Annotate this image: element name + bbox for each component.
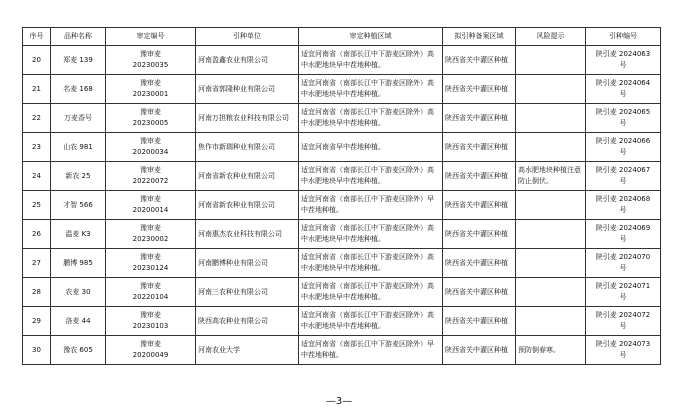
cell-introducing-unit: 河南三农种业有限公司 [196, 278, 299, 307]
cell-introducing-unit: 河南省新农种业有限公司 [196, 162, 299, 191]
cell-variety: 才智 566 [51, 191, 106, 220]
cell-introducing-unit: 河南万担粮农业科技有限公司 [196, 104, 299, 133]
cell-filing-region: 陕西省关中灌区种植 [443, 249, 516, 278]
header-risk-warning: 风险提示 [516, 28, 586, 46]
cell-filing-region: 陕西省关中灌区种植 [443, 220, 516, 249]
cell-risk-warning [516, 75, 586, 104]
cell-introduction-number: 陕引麦 2024067 号 [586, 162, 661, 191]
table-row [23, 75, 661, 104]
cell-risk-warning [516, 46, 586, 75]
cell-index: 26 [23, 220, 51, 249]
cell-filing-region: 陕西省关中灌区种植 [443, 162, 516, 191]
cell-index: 21 [23, 75, 51, 104]
cell-introduction-number: 陕引麦 2024070 号 [586, 249, 661, 278]
cell-index: 24 [23, 162, 51, 191]
cell-index: 22 [23, 104, 51, 133]
cell-variety: 豫农 605 [51, 336, 106, 365]
cell-index: 20 [23, 46, 51, 75]
cell-risk-warning: 预防倒春寒。 [516, 336, 586, 365]
cell-approved-region: 适宜河南省（南部长江中下游麦区除外）早中茬地种植。 [299, 191, 443, 220]
cell-approved-region: 适宜河南省（南部长江中下游麦区除外）高中水肥地块早中茬地种植。 [299, 75, 443, 104]
cell-approval-number: 豫审麦 20200049 [106, 336, 196, 365]
cell-introduction-number: 陕引麦 2024064 号 [586, 75, 661, 104]
cell-introducing-unit: 河南省新农种业有限公司 [196, 191, 299, 220]
cell-approval-number: 豫审麦 20200034 [106, 133, 196, 162]
cell-risk-warning [516, 307, 586, 336]
cell-approval-number: 豫审麦 20220072 [106, 162, 196, 191]
cell-risk-warning [516, 220, 586, 249]
cell-index: 28 [23, 278, 51, 307]
cell-introducing-unit: 河南惠杰农业科技有限公司 [196, 220, 299, 249]
cell-filing-region: 陕西省关中灌区种植 [443, 336, 516, 365]
table-row [23, 191, 661, 220]
cell-introduction-number: 陕引麦 2024065 号 [586, 104, 661, 133]
cell-introduction-number: 陕引麦 2024071 号 [586, 278, 661, 307]
table-row [23, 133, 661, 162]
table-row [23, 104, 661, 133]
cell-filing-region: 陕西省关中灌区种植 [443, 46, 516, 75]
table-row [23, 307, 661, 336]
table-row [23, 162, 661, 191]
cell-approval-number: 豫审麦 20230005 [106, 104, 196, 133]
cell-introduction-number: 陕引麦 2024072 号 [586, 307, 661, 336]
table-row [23, 249, 661, 278]
table-row [23, 336, 661, 365]
cell-introducing-unit: 焦作市新瑞种业有限公司 [196, 133, 299, 162]
cell-index: 23 [23, 133, 51, 162]
header-approval-number: 审定编号 [106, 28, 196, 46]
cell-index: 30 [23, 336, 51, 365]
cell-variety: 洛麦 44 [51, 307, 106, 336]
cell-filing-region: 陕西省关中灌区种植 [443, 307, 516, 336]
cell-approved-region: 适宜河南省（南部长江中下游麦区除外）高中水肥地块早中茬地种植。 [299, 162, 443, 191]
cell-introducing-unit: 河南省郭隆种业有限公司 [196, 75, 299, 104]
cell-approved-region: 适宜河南省早中茬地种植。 [299, 133, 443, 162]
cell-variety: 郑麦 139 [51, 46, 106, 75]
cell-approved-region: 适宜河南省（南部长江中下游麦区除外）高中水肥地块早中茬地种植。 [299, 278, 443, 307]
cell-filing-region: 陕西省关中灌区种植 [443, 278, 516, 307]
cell-index: 27 [23, 249, 51, 278]
cell-approval-number: 豫审麦 20230001 [106, 75, 196, 104]
cell-introducing-unit: 河南农业大学 [196, 336, 299, 365]
table-header-row [23, 28, 661, 46]
cell-approved-region: 适宜河南省（南部长江中下游麦区除外）高中水肥地块早中茬地种植。 [299, 220, 443, 249]
cell-variety: 山农 981 [51, 133, 106, 162]
cell-variety: 新农 25 [51, 162, 106, 191]
cell-introduction-number: 陕引麦 2024063 号 [586, 46, 661, 75]
cell-filing-region: 陕西省关中灌区种植 [443, 75, 516, 104]
cell-variety: 温麦 K3 [51, 220, 106, 249]
cell-approved-region: 适宜河南省（南部长江中下游麦区除外）高中水肥地块早中茬地种植。 [299, 307, 443, 336]
table-row [23, 220, 661, 249]
cell-filing-region: 陕西省关中灌区种植 [443, 104, 516, 133]
cell-approval-number: 豫审麦 20220104 [106, 278, 196, 307]
cell-introduction-number: 陕引麦 2024066 号 [586, 133, 661, 162]
cell-risk-warning [516, 249, 586, 278]
cell-risk-warning [516, 133, 586, 162]
cell-approved-region: 适宜河南省（南部长江中下游麦区除外）高中水肥地块早中茬地种植。 [299, 104, 443, 133]
cell-variety: 农麦 30 [51, 278, 106, 307]
cell-risk-warning [516, 191, 586, 220]
cell-index: 25 [23, 191, 51, 220]
cell-introduction-number: 陕引麦 2024069 号 [586, 220, 661, 249]
cell-approval-number: 豫审麦 20230103 [106, 307, 196, 336]
cell-filing-region: 陕西省关中灌区种植 [443, 191, 516, 220]
cell-approved-region: 适宜河南省（南部长江中下游麦区除外）高中水肥地块早中茬地种植。 [299, 46, 443, 75]
table-row [23, 46, 661, 75]
cell-approval-number: 豫审麦 20230035 [106, 46, 196, 75]
cell-approved-region: 适宜河南省（南部长江中下游麦区除外）高中水肥地块早中茬地种植。 [299, 249, 443, 278]
table-body [23, 46, 661, 365]
cell-index: 29 [23, 307, 51, 336]
cell-approval-number: 豫审麦 20230002 [106, 220, 196, 249]
cell-introduction-number: 陕引麦 2024073 号 [586, 336, 661, 365]
cell-introducing-unit: 河南盈鑫农业有限公司 [196, 46, 299, 75]
cell-introduction-number: 陕引麦 2024068 号 [586, 191, 661, 220]
header-approved-region: 审定种植区域 [299, 28, 443, 46]
cell-introducing-unit: 陕西高农种业有限公司 [196, 307, 299, 336]
cell-risk-warning: 高水肥地块种植注意防止倒伏。 [516, 162, 586, 191]
header-filing-region: 拟引种备案区域 [443, 28, 516, 46]
header-variety: 品种名称 [51, 28, 106, 46]
cell-filing-region: 陕西省关中灌区种植 [443, 133, 516, 162]
cell-variety: 鹏博 985 [51, 249, 106, 278]
header-index: 序号 [23, 28, 51, 46]
cell-risk-warning [516, 278, 586, 307]
cell-variety: 万麦香号 [51, 104, 106, 133]
cell-approval-number: 豫审麦 20200014 [106, 191, 196, 220]
page-number: —3— [325, 396, 353, 407]
variety-table [22, 27, 661, 365]
header-introducing-unit: 引种单位 [196, 28, 299, 46]
header-introduction-number: 引种编号 [586, 28, 661, 46]
table-row [23, 278, 661, 307]
cell-approval-number: 豫审麦 20230124 [106, 249, 196, 278]
cell-variety: 名麦 168 [51, 75, 106, 104]
cell-introducing-unit: 河南鹏博种业有限公司 [196, 249, 299, 278]
cell-approved-region: 适宜河南省（南部长江中下游麦区除外）早中茬地种植。 [299, 336, 443, 365]
cell-risk-warning [516, 104, 586, 133]
